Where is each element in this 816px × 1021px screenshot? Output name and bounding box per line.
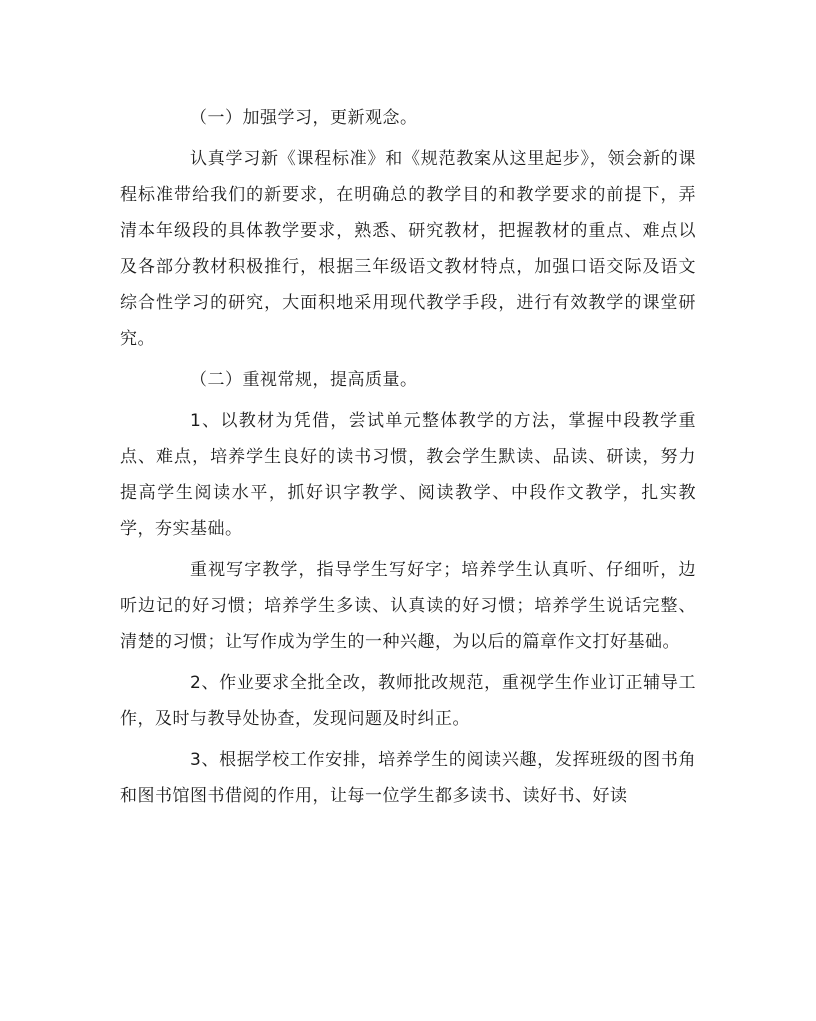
paragraph: 1、以教材为凭借，尝试单元整体教学的方法，掌握中段教学重点、难点，培养学生良好的读书习惯，教会学生默读、品读、研读，努力提高学生阅读水平，抓好识字教学、阅读教学、中段作文教学，扎实教学，夯实基础。 [120, 411, 696, 539]
paragraph: 重视写字教学，指导学生写好字；培养学生认真听、仔细听，边听边记的好习惯；培养学生多读、认真读的好习惯；培养学生说话完整、清楚的习惯；让写作成为学生的一种兴趣，为以后的篇章作文打好基础。 [120, 560, 696, 652]
section-heading-2: （二）重视常规，提高质量。 [190, 370, 418, 390]
section-heading-1: （一）加强学习，更新观念。 [190, 108, 418, 128]
paragraph: 认真学习新《课程标准》和《规范教案从这里起步》，领会新的课程标准带给我们的新要求，在明确总的教学目的和教学要求的前提下，弄清本年级段的具体教学要求，熟悉、研究教材，把握教材的重点、难点以及各部分教材积极推行，根据三年级语文教材特点，加强口语交际及语文综合性学习的研究，大面积地采用现代教学手段，进行有效教学的课堂研究。 [120, 149, 696, 349]
paragraph: 2、作业要求全批全改，教师批改规范，重视学生作业订正辅导工作，及时与教导处协查，发现问题及时纠正。 [120, 673, 696, 729]
paragraph: 3、根据学校工作安排，培养学生的阅读兴趣，发挥班级的图书角和图书馆图书借阅的作用，让每一位学生都多读书、读好书、好读 [120, 750, 696, 806]
document-body [120, 100, 696, 819]
